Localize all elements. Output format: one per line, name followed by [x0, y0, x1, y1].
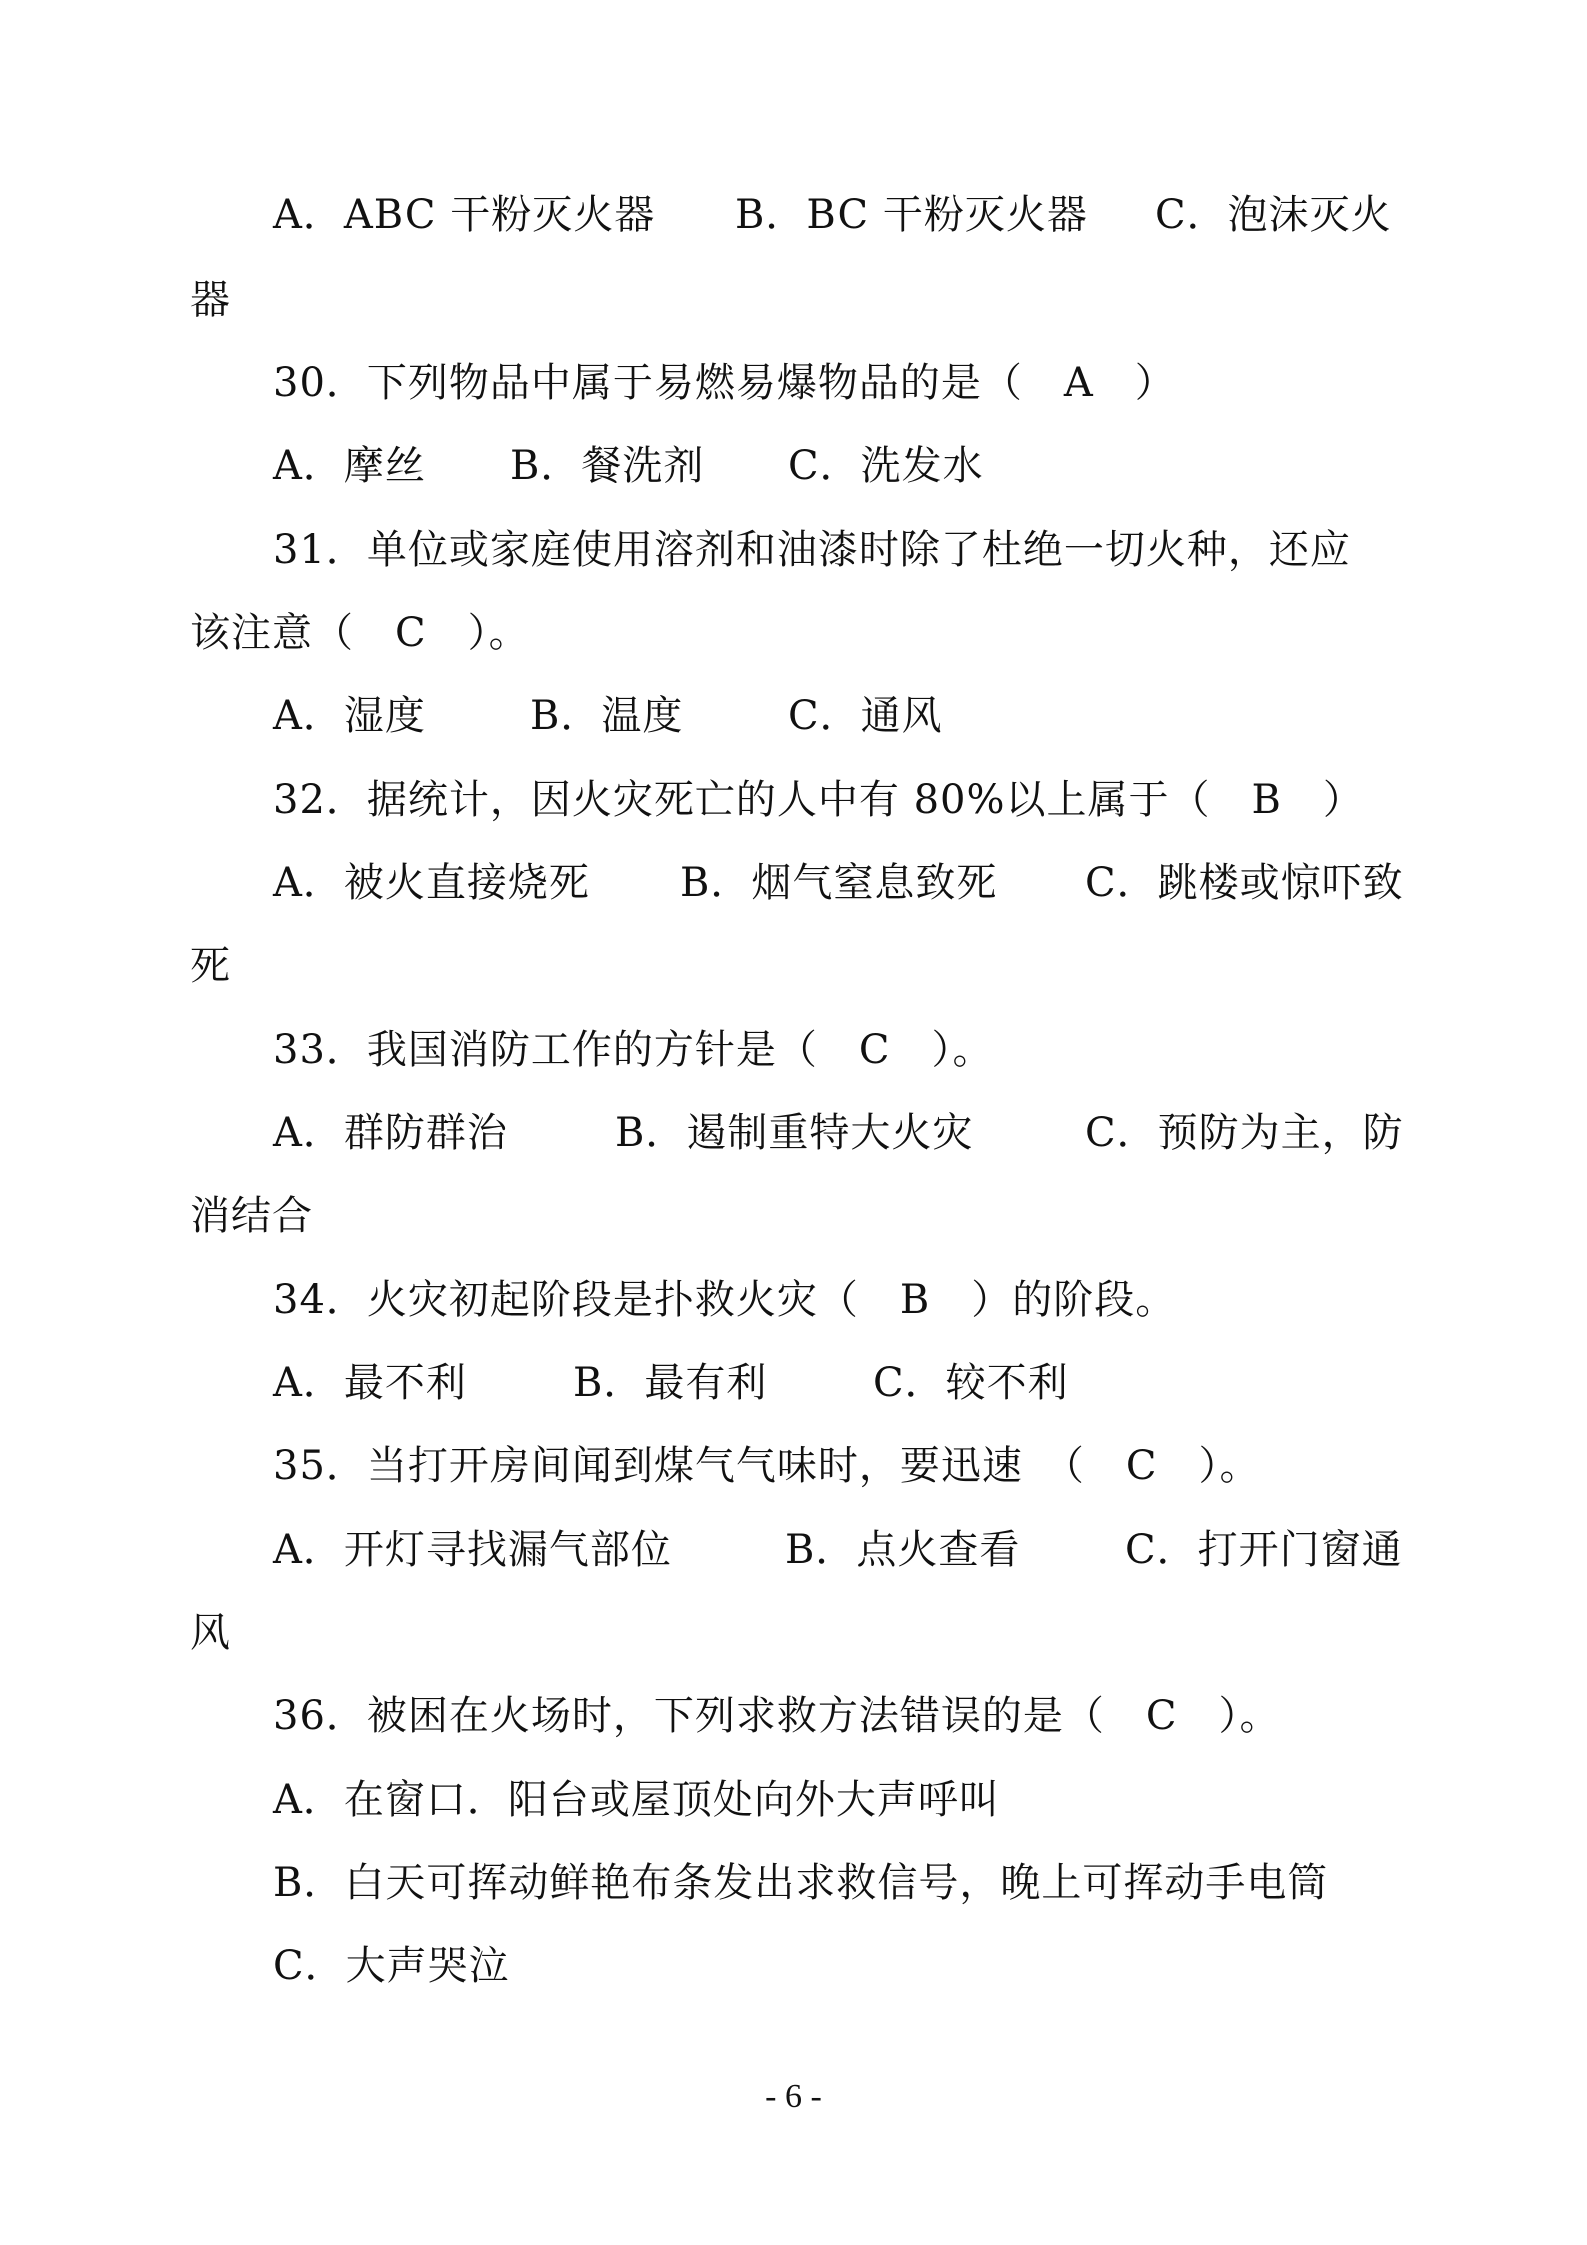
q36-option-b: B．白天可挥动鲜艳布条发出求救信号，晚上可挥动手电筒 [273, 1860, 1329, 1906]
q31-option-c: C．通风 [788, 693, 943, 739]
q35-option-a: A．开灯寻找漏气部位 [273, 1527, 672, 1573]
q35-stem: 35．当打开房间闻到煤气气味时，要迅速 （ C ）。 [273, 1443, 1261, 1489]
q36-stem: 36．被困在火场时，下列求救方法错误的是（ C ）。 [273, 1693, 1281, 1739]
q30-option-c: C．洗发水 [788, 443, 984, 489]
q34-option-c: C．较不利 [873, 1360, 1069, 1406]
q36-option-c: C．大声哭泣 [273, 1943, 510, 1989]
q31-option-a: A．湿度 [273, 693, 426, 739]
q32-option-c: C．跳楼或惊吓致 [1085, 860, 1404, 906]
q30-stem: 30．下列物品中属于易燃易爆物品的是（ A ） [273, 360, 1176, 406]
q35-option-c-wrap: 风 [190, 1610, 231, 1656]
q34-stem: 34．火灾初起阶段是扑救火灾（ B ）的阶段。 [273, 1277, 1177, 1323]
q33-option-b: B．遏制重特大火灾 [615, 1110, 974, 1156]
q33-option-c-wrap: 消结合 [190, 1193, 313, 1239]
q29-option-c: C．泡沫灭火 [1155, 192, 1392, 238]
q35-option-c: C．打开门窗通 [1125, 1527, 1403, 1573]
q30-option-a: A．摩丝 [273, 443, 426, 489]
q29-option-a: A．ABC 干粉灭火器 [273, 192, 656, 238]
q32-option-a: A．被火直接烧死 [273, 860, 590, 906]
q32-stem: 32．据统计，因火灾死亡的人中有 80%以上属于（ B ） [273, 777, 1364, 823]
q31-stem-line1: 31．单位或家庭使用溶剂和油漆时除了杜绝一切火种，还应 [273, 527, 1351, 573]
q36-option-a: A．在窗口．阳台或屋顶处向外大声呼叫 [273, 1777, 1000, 1823]
q33-option-a: A．群防群治 [273, 1110, 508, 1156]
q35-option-b: B．点火查看 [785, 1527, 1021, 1573]
q31-stem-line2: 该注意（ C ）。 [190, 610, 530, 656]
q32-option-c-wrap: 死 [190, 943, 231, 989]
page-number: - 6 - [765, 2078, 822, 2115]
q32-option-b: B．烟气窒息致死 [680, 860, 998, 906]
q34-option-a: A．最不利 [273, 1360, 467, 1406]
q33-stem: 33．我国消防工作的方针是（ C ）。 [273, 1027, 994, 1073]
q30-option-b: B．餐洗剂 [510, 443, 705, 489]
q29-option-c-wrap: 器 [190, 277, 231, 323]
q29-option-b: B．BC 干粉灭火器 [735, 192, 1088, 238]
q33-option-c: C．预防为主，防 [1085, 1110, 1404, 1156]
q34-option-b: B．最有利 [573, 1360, 768, 1406]
q31-option-b: B．温度 [530, 693, 684, 739]
